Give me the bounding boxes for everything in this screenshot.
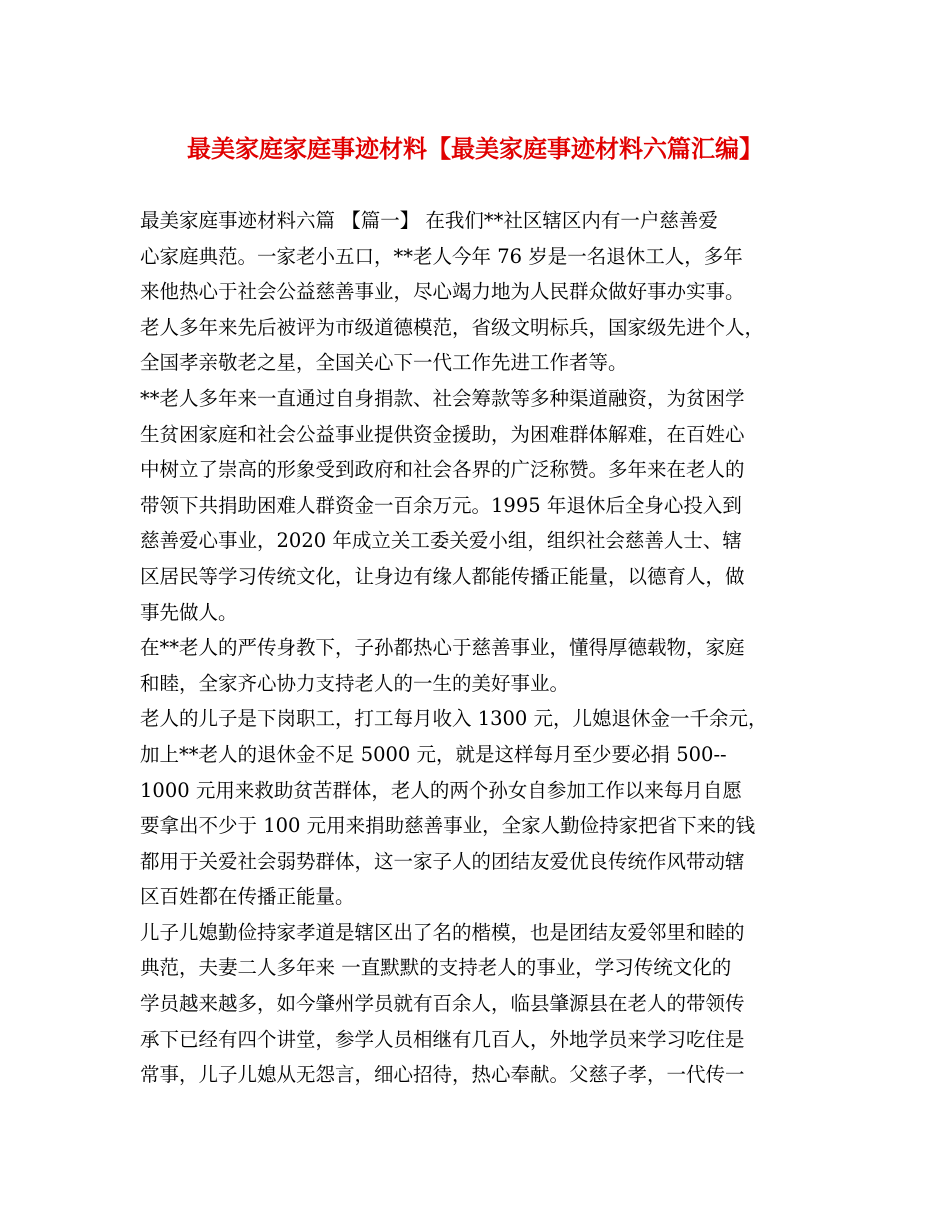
document-body <box>140 203 815 1093</box>
text-line: 常事，儿子儿媳从无怨言，细心招待，热心奉献。父慈子孝，一代传一 <box>140 1063 745 1087</box>
text-line: 1000 元用来救助贫苦群体，老人的两个孙女自参加工作以来每月自愿 <box>140 778 742 802</box>
text-line: 典范，夫妻二人多年来 一直默默的支持老人的事业，学习传统文化的 <box>140 956 732 980</box>
text-line: 老人多年来先后被评为市级道德模范，省级文明标兵，国家级先进个人， <box>140 315 765 339</box>
text-line: 在**老人的严传身教下，子孙都热心于慈善事业，懂得厚德载物，家庭 <box>140 636 745 660</box>
text-line: 区居民等学习传统文化，让身边有缘人都能传播正能量，以德育人，做 <box>140 564 745 588</box>
text-line: 最美家庭事迹材料六篇 【篇一】 在我们**社区辖区内有一户慈善爱 <box>140 209 718 232</box>
text-line: 老人的儿子是下岗职工，打工每月收入 1300 元，儿媳退休金一千余元， <box>140 707 768 731</box>
text-line: 区百姓都在传播正能量。 <box>140 885 355 909</box>
text-line: 全国孝亲敬老之星，全国关心下一代工作先进工作者等。 <box>140 351 628 375</box>
text-line: 事先做人。 <box>140 600 238 624</box>
text-line: 和睦，全家齐心协力支持老人的一生的美好事业。 <box>140 671 570 695</box>
text-line: 学员越来越多，如今肇州学员就有百余人，临县肇源县在老人的带领传 <box>140 992 745 1016</box>
text-line: 中树立了崇高的形象受到政府和社会各界的广泛称赞。多年来在老人的 <box>140 458 745 482</box>
paragraph <box>140 915 815 1093</box>
text-line: 生贫困家庭和社会公益事业提供资金援助，为困难群体解难，在百姓心 <box>140 422 745 446</box>
text-line: **老人多年来一直通过自身捐款、社会筹款等多种渠道融资，为贫困学 <box>140 386 745 410</box>
text-line: 来他热心于社会公益慈善事业，尽心竭力地为人民群众做好事办实事。 <box>140 280 745 304</box>
text-line: 加上**老人的退休金不足 5000 元，就是这样每月至少要必捐 500-- <box>140 742 727 766</box>
text-line: 都用于关爱社会弱势群体，这一家子人的团结友爱优良传统作风带动辖 <box>140 849 745 873</box>
text-line: 儿子儿媳勤俭持家孝道是辖区出了名的楷模，也是团结友爱邻里和睦的 <box>140 920 745 944</box>
text-line: 要拿出不少于 100 元用来捐助慈善事业，全家人勤俭持家把省下来的钱 <box>140 814 756 838</box>
text-line: 带领下共捐助困难人群资金一百余万元。1995 年退休后全身心投入到 <box>140 493 742 517</box>
text-line: 承下已经有四个讲堂，参学人员相继有几百人，外地学员来学习吃住是 <box>140 1027 745 1051</box>
paragraph <box>140 203 815 381</box>
text-line: 心家庭典范。一家老小五口，**老人今年 76 岁是一名退休工人，多年 <box>140 244 743 268</box>
text-line: 慈善爱心事业，2020 年成立关工委关爱小组，组织社会慈善人士、辖 <box>140 529 742 553</box>
paragraph <box>140 701 815 915</box>
document-title: 最美家庭家庭事迹材料【最美家庭事迹材料六篇汇编】 <box>187 134 763 163</box>
paragraph <box>140 630 815 701</box>
paragraph <box>140 381 815 630</box>
